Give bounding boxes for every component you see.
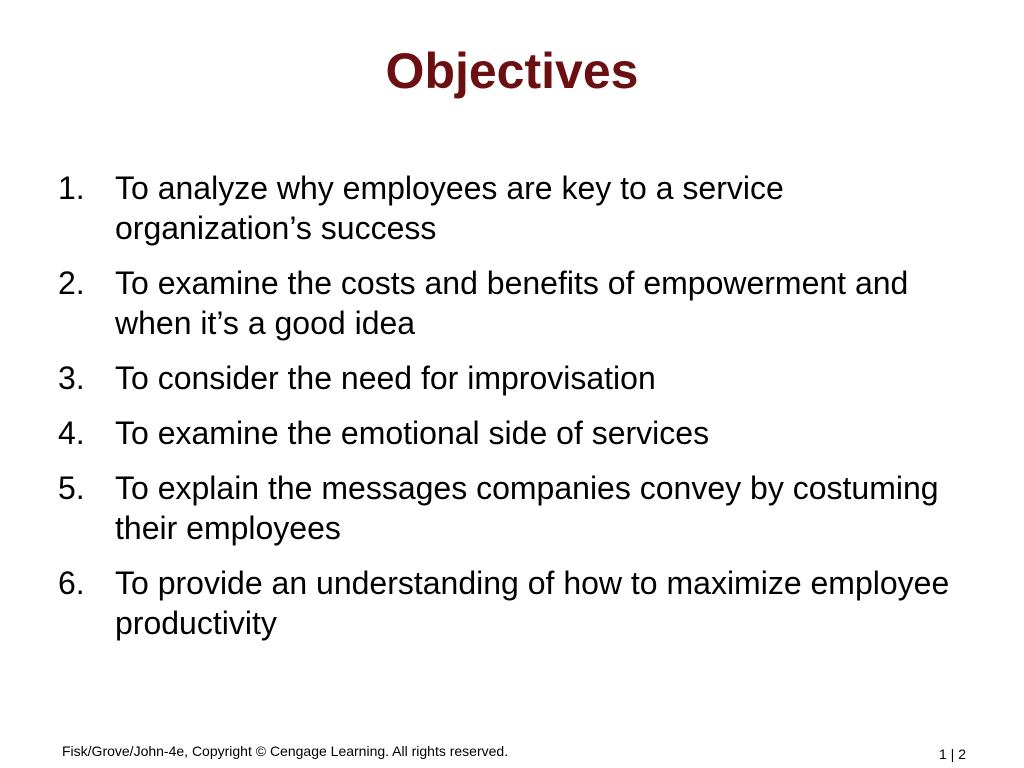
objective-item-1 xyxy=(58,168,958,248)
footer-copyright: Fisk/Grove/John-4e, Copyright © Cengage Learning. All rights reserved. xyxy=(62,743,509,759)
objective-text: To explain the messages companies convey by costuming their employees xyxy=(115,470,939,546)
objective-number: 4. xyxy=(58,415,85,451)
objective-item-6 xyxy=(58,563,958,643)
objective-text: To analyze why employees are key to a service organization’s success xyxy=(115,170,784,246)
objective-number: 5. xyxy=(58,470,85,506)
objective-text: To examine the costs and benefits of empowerment and when it’s a good idea xyxy=(115,265,909,341)
slide-title: Objectives xyxy=(385,43,639,99)
objective-item-5 xyxy=(58,468,958,548)
objective-text: To examine the emotional side of services xyxy=(115,415,710,451)
objective-text: To consider the need for improvisation xyxy=(115,360,656,396)
objective-text: To provide an understanding of how to maximize employee productivity xyxy=(115,565,950,641)
objective-item-2 xyxy=(58,263,958,343)
objective-item-4 xyxy=(58,413,958,453)
objectives-list xyxy=(58,168,958,658)
objective-number: 2. xyxy=(58,265,85,301)
objective-number: 3. xyxy=(58,360,85,396)
objective-number: 1. xyxy=(58,170,85,206)
objective-number: 6. xyxy=(58,565,85,601)
objective-item-3 xyxy=(58,358,958,398)
page-number: 1 | 2 xyxy=(939,746,966,762)
